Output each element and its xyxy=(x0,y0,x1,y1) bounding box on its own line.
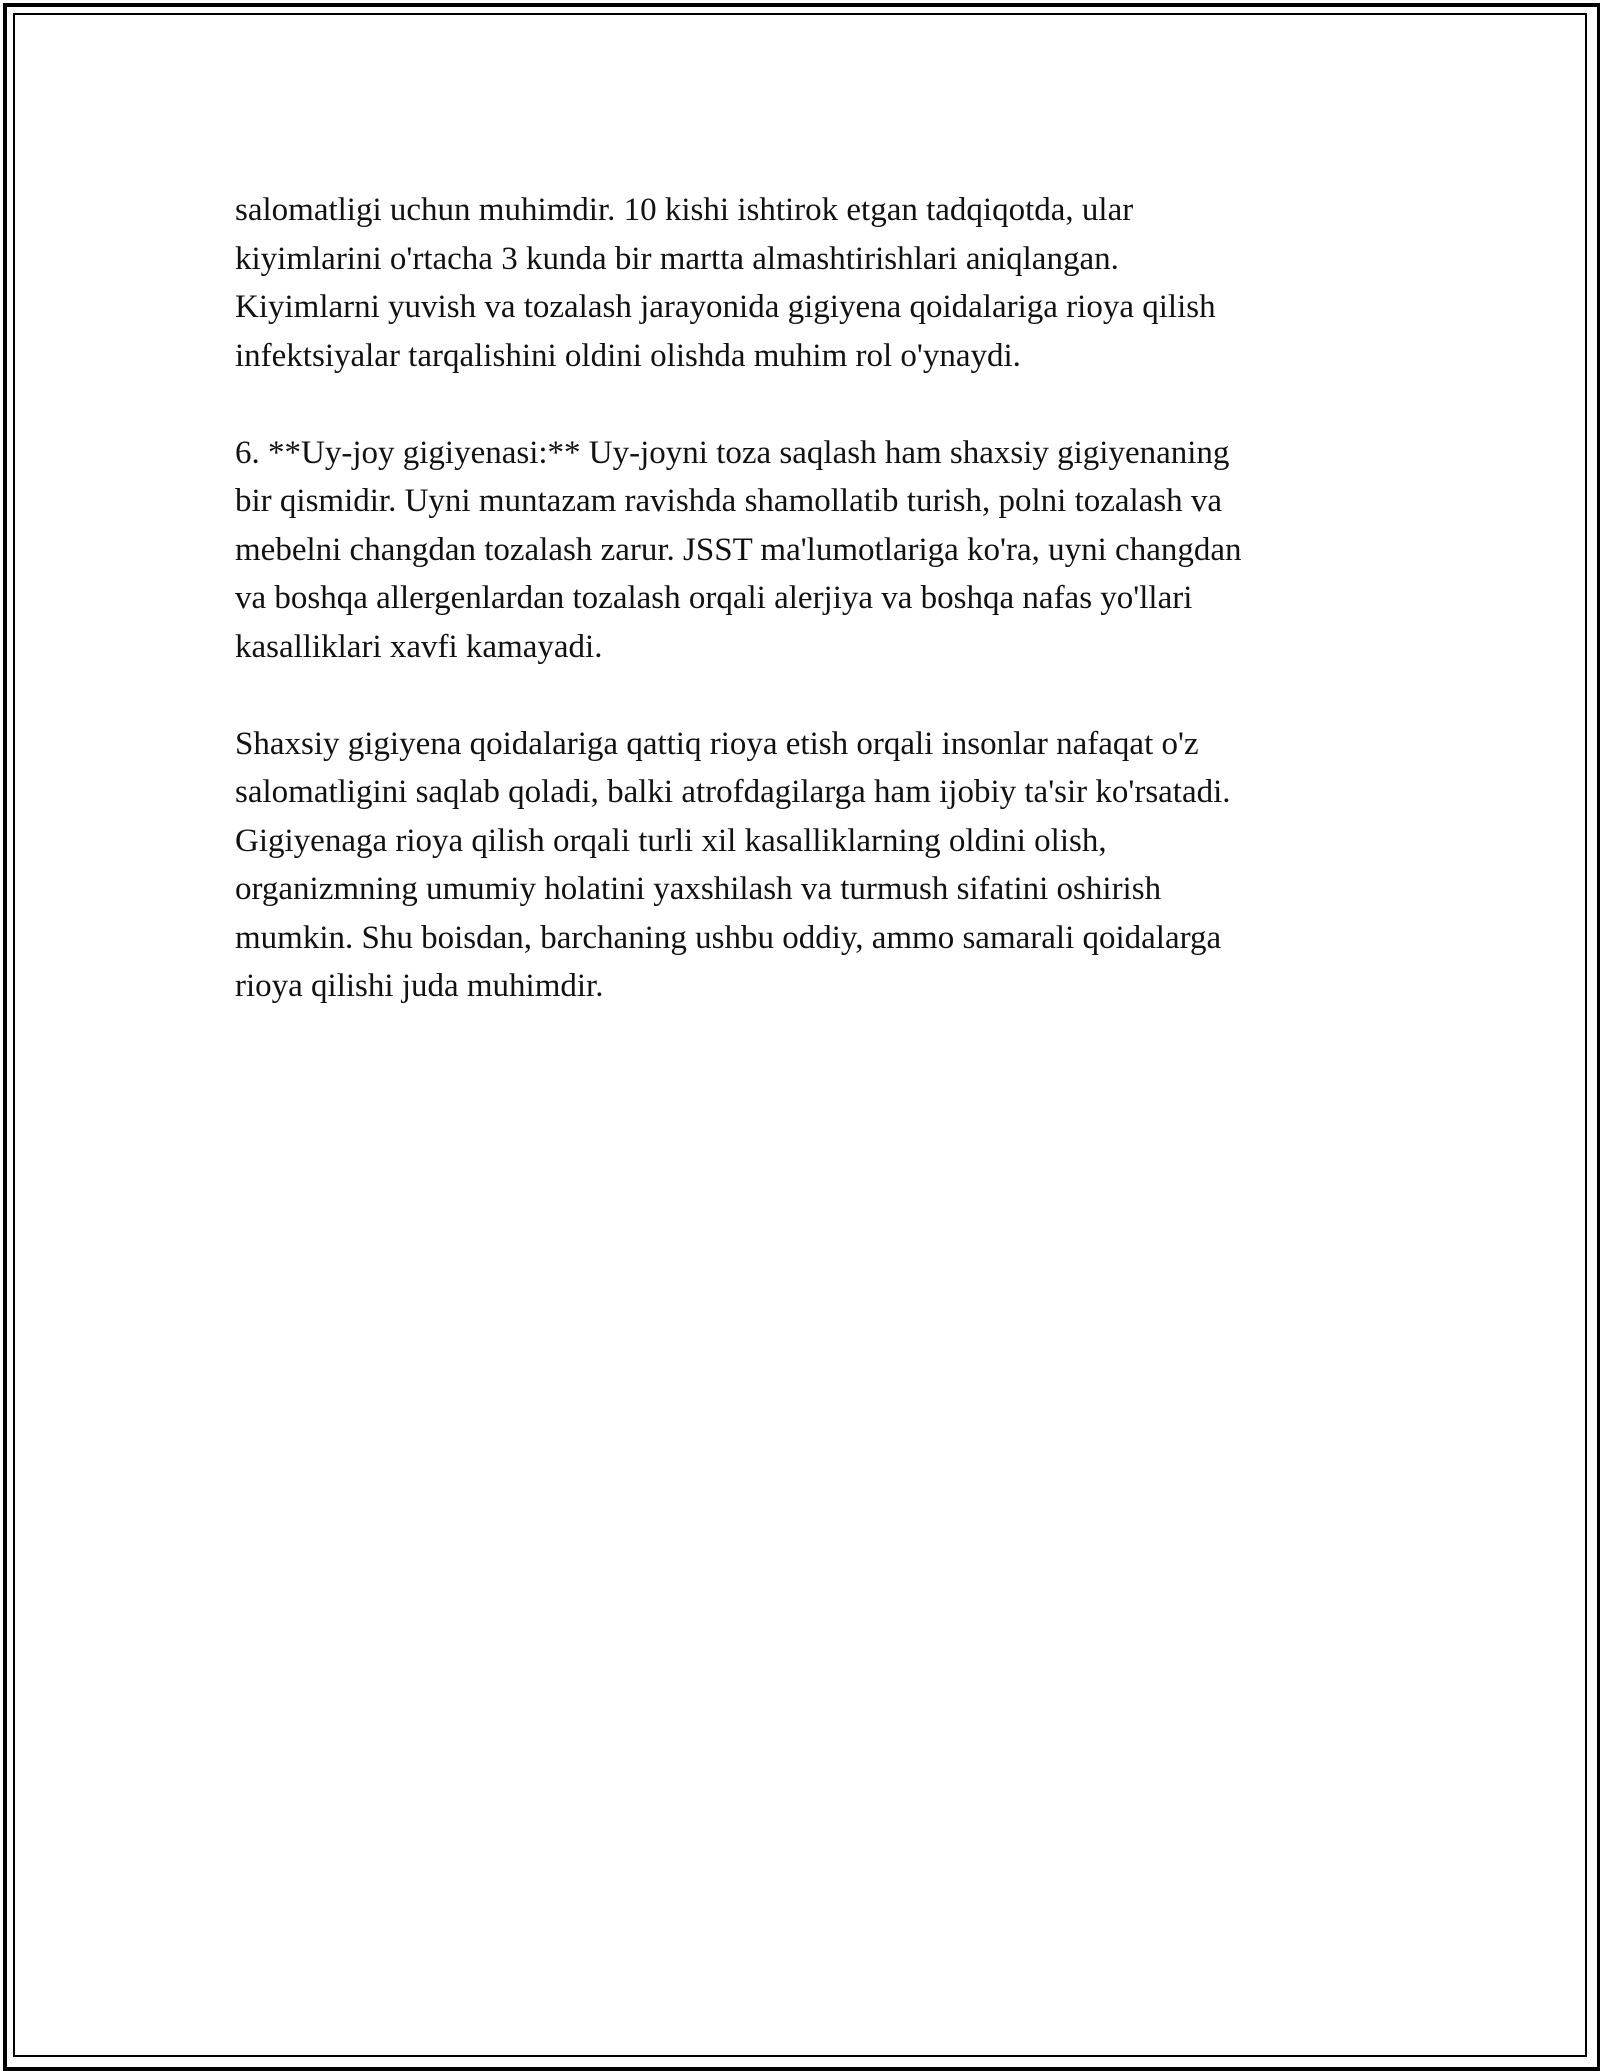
text-line: mebelni changdan tozalash zarur. JSST ma'lumotlariga ko'ra, uyni changdan xyxy=(235,531,1242,568)
text-line: 6. **Uy-joy gigiyenasi:** Uy-joyni toza saqlash ham shaxsiy gigiyenaning xyxy=(235,434,1230,471)
text-line: Gigiyenaga rioya qilish orqali turli xil kasalliklarning oldini olish, xyxy=(235,822,1107,859)
paragraph-home-hygiene xyxy=(235,429,1365,672)
text-line: salomatligini saqlab qoladi, balki atrofdagilarga ham ijobiy ta'sir ko'rsatadi. xyxy=(235,774,1231,810)
text-line: rioya qilishi juda muhimdir. xyxy=(235,968,604,1004)
text-line: salomatligi uchun muhimdir. 10 kishi ishtirok etgan tadqiqotda, ular xyxy=(235,192,1134,228)
paragraph-conclusion xyxy=(235,720,1365,1011)
text-line: va boshqa allergenlardan tozalash orqali alerjiya va boshqa nafas yo'llari xyxy=(235,580,1193,616)
text-line: mumkin. Shu boisdan, barchaning ushbu oddiy, ammo samarali qoidalarga xyxy=(235,919,1222,956)
text-line: bir qismidir. Uyni muntazam ravishda shamollatib turish, polni tozalash va xyxy=(235,483,1223,519)
text-line: organizmning umumiy holatini yaxshilash va turmush sifatini oshirish xyxy=(235,871,1162,907)
text-line: infektsiyalar tarqalishini oldini olishda muhim rol o'ynaydi. xyxy=(235,337,1021,374)
document-body xyxy=(235,186,1365,1059)
text-line: Shaxsiy gigiyena qoidalariga qattiq rioya etish orqali insonlar nafaqat o'z xyxy=(235,725,1199,762)
text-line: kiyimlarini o'rtacha 3 kunda bir martta almashtirishlari aniqlangan. xyxy=(235,240,1119,277)
text-line: Kiyimlarni yuvish va tozalash jarayonida gigiyena qoidalariga rioya qilish xyxy=(235,289,1216,325)
paragraph-clothing-hygiene xyxy=(235,186,1365,380)
text-line: kasalliklari xavfi kamayadi. xyxy=(235,628,603,665)
